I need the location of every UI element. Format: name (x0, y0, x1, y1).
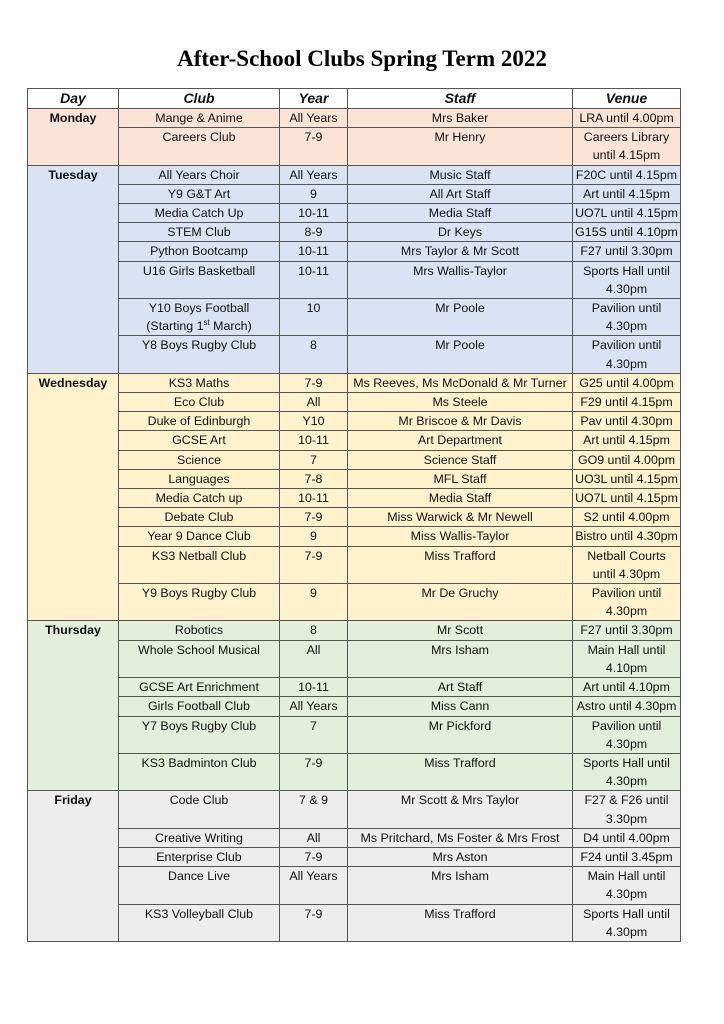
club-cell (119, 847, 280, 866)
table-row (28, 753, 681, 790)
venue-cell: Sports Hall until 4.30pm (573, 261, 681, 298)
venue-cell: Sports Hall until 4.30pm (573, 753, 681, 790)
table-row (28, 393, 681, 412)
club-cell (119, 204, 280, 223)
year-cell: 7-9 (280, 546, 348, 583)
table-row (28, 223, 681, 242)
day-cell: Friday (28, 791, 119, 942)
staff-cell: Media Staff (348, 489, 573, 508)
club-name: Y7 Boys Rugby Club (141, 718, 257, 733)
staff-cell: Media Staff (348, 204, 573, 223)
club-cell (119, 469, 280, 488)
club-note-superscript: st (203, 318, 210, 328)
day-cell: Thursday (28, 621, 119, 791)
year-cell: 8 (280, 621, 348, 640)
club-name: STEM Club (167, 225, 231, 240)
staff-cell: Mrs Baker (348, 109, 573, 128)
venue-cell: UO3L until 4.15pm (573, 469, 681, 488)
venue-cell: F27 until 3.30pm (573, 242, 681, 261)
venue-cell: UO7L until 4.15pm (573, 204, 681, 223)
year-cell: 7-9 (280, 373, 348, 392)
staff-cell: Mr De Gruchy (348, 584, 573, 621)
club-cell (119, 128, 280, 165)
club-name: Whole School Musical (138, 642, 260, 657)
year-cell: 10-11 (280, 242, 348, 261)
year-cell: 7-9 (280, 904, 348, 941)
club-cell (119, 508, 280, 527)
staff-cell: MFL Staff (348, 469, 573, 488)
venue-cell: G25 until 4.00pm (573, 373, 681, 392)
table-row (28, 489, 681, 508)
staff-cell: Miss Cann (348, 697, 573, 716)
staff-cell: Mr Pickford (348, 716, 573, 753)
club-cell (119, 546, 280, 583)
year-cell: Y10 (280, 412, 348, 431)
table-header-row (28, 89, 681, 109)
table-row (28, 546, 681, 583)
staff-cell: Mrs Isham (348, 867, 573, 904)
table-row (28, 336, 681, 373)
table-row (28, 621, 681, 640)
club-cell (119, 223, 280, 242)
staff-cell: Mr Poole (348, 299, 573, 336)
header-club: Club (119, 89, 280, 109)
staff-cell: Mr Henry (348, 128, 573, 165)
venue-cell: Pavilion until 4.30pm (573, 299, 681, 336)
club-name: Duke of Edinburgh (147, 414, 251, 429)
year-cell: All (280, 640, 348, 677)
club-cell (119, 165, 280, 184)
staff-cell: Ms Pritchard, Ms Foster & Mrs Frost (348, 828, 573, 847)
venue-cell: F29 until 4.15pm (573, 393, 681, 412)
year-cell: 7-9 (280, 508, 348, 527)
table-row (28, 678, 681, 697)
venue-cell: Sports Hall until 4.30pm (573, 904, 681, 941)
year-cell: 7-9 (280, 128, 348, 165)
club-name: Code Club (169, 793, 229, 808)
table-row (28, 527, 681, 546)
staff-cell: Miss Trafford (348, 904, 573, 941)
venue-cell: Pavilion until 4.30pm (573, 584, 681, 621)
club-cell (119, 621, 280, 640)
club-cell (119, 431, 280, 450)
staff-cell: Music Staff (348, 165, 573, 184)
venue-cell: F27 & F26 until 3.30pm (573, 791, 681, 828)
club-name: Girls Football Club (148, 699, 250, 714)
year-cell: 7-9 (280, 753, 348, 790)
table-row (28, 469, 681, 488)
staff-cell: Dr Keys (348, 223, 573, 242)
year-cell: 10 (280, 299, 348, 336)
club-name: KS3 Netball Club (151, 548, 247, 563)
table-row (28, 431, 681, 450)
club-cell (119, 373, 280, 392)
staff-cell: Science Staff (348, 450, 573, 469)
year-cell: 10-11 (280, 204, 348, 223)
table-row (28, 242, 681, 261)
club-cell (119, 904, 280, 941)
club-name: Languages (168, 471, 230, 486)
venue-cell: F24 until 3.45pm (573, 847, 681, 866)
header-year: Year (280, 89, 348, 109)
club-name: Y8 Boys Rugby Club (141, 338, 257, 353)
club-cell (119, 393, 280, 412)
header-staff: Staff (348, 89, 573, 109)
staff-cell: Mr Poole (348, 336, 573, 373)
table-row (28, 584, 681, 621)
year-cell: All Years (280, 867, 348, 904)
club-cell (119, 716, 280, 753)
staff-cell: All Art Staff (348, 184, 573, 203)
staff-cell: Mr Scott (348, 621, 573, 640)
venue-cell: G15S until 4.10pm (573, 223, 681, 242)
venue-cell: Main Hall until 4.30pm (573, 867, 681, 904)
staff-cell: Mr Briscoe & Mr Davis (348, 412, 573, 431)
venue-cell: UO7L until 4.15pm (573, 489, 681, 508)
club-name: Media Catch Up (154, 206, 244, 221)
year-cell: 10-11 (280, 678, 348, 697)
day-cell: Wednesday (28, 373, 119, 621)
table-row (28, 716, 681, 753)
club-name: Debate Club (164, 510, 234, 525)
venue-cell: D4 until 4.00pm (573, 828, 681, 847)
staff-cell: Art Department (348, 431, 573, 450)
year-cell: 8-9 (280, 223, 348, 242)
staff-cell: Art Staff (348, 678, 573, 697)
year-cell: 9 (280, 527, 348, 546)
club-name: Year 9 Dance Club (147, 529, 251, 544)
club-cell (119, 584, 280, 621)
table-row (28, 508, 681, 527)
year-cell: All Years (280, 109, 348, 128)
year-cell: 7 (280, 450, 348, 469)
table-row (28, 867, 681, 904)
table-row (28, 847, 681, 866)
club-cell (119, 261, 280, 298)
table-row (28, 828, 681, 847)
header-venue: Venue (573, 89, 681, 109)
club-name: Y9 Boys Rugby Club (141, 586, 257, 601)
staff-cell: Ms Steele (348, 393, 573, 412)
venue-cell: Pavilion until 4.30pm (573, 716, 681, 753)
club-cell (119, 828, 280, 847)
table-row (28, 109, 681, 128)
venue-cell: Art until 4.15pm (573, 184, 681, 203)
club-cell (119, 242, 280, 261)
staff-cell: Miss Wallis-Taylor (348, 527, 573, 546)
club-cell (119, 184, 280, 203)
club-name: Dance Live (168, 869, 230, 884)
staff-cell: Miss Trafford (348, 546, 573, 583)
table-row (28, 165, 681, 184)
year-cell: All Years (280, 165, 348, 184)
club-cell (119, 489, 280, 508)
club-name: GCSE Art Enrichment (139, 680, 259, 695)
venue-cell: Bistro until 4.30pm (573, 527, 681, 546)
club-name: Y10 Boys Football (148, 301, 250, 316)
year-cell: 9 (280, 184, 348, 203)
year-cell: 7 (280, 716, 348, 753)
club-cell (119, 527, 280, 546)
venue-cell: S2 until 4.00pm (573, 508, 681, 527)
venue-cell: Art until 4.15pm (573, 431, 681, 450)
table-row (28, 904, 681, 941)
club-cell (119, 299, 280, 336)
staff-cell: Mrs Isham (348, 640, 573, 677)
venue-cell: Art until 4.10pm (573, 678, 681, 697)
table-row (28, 128, 681, 165)
club-cell (119, 697, 280, 716)
club-name: KS3 Maths (168, 375, 230, 390)
club-name: Careers Club (162, 130, 236, 145)
club-name: GCSE Art (172, 433, 226, 448)
table-row (28, 791, 681, 828)
staff-cell: Miss Warwick & Mr Newell (348, 508, 573, 527)
page-title: After-School Clubs Spring Term 2022 (177, 46, 547, 71)
staff-cell: Mrs Aston (348, 847, 573, 866)
header-day: Day (28, 89, 119, 109)
venue-cell: GO9 until 4.00pm (573, 450, 681, 469)
club-name: Science (176, 452, 222, 467)
club-name: U16 Girls Basketball (142, 263, 256, 278)
table-row (28, 299, 681, 336)
venue-cell: F27 until 3.30pm (573, 621, 681, 640)
club-name: Y9 G&T Art (167, 186, 231, 201)
year-cell: 7-9 (280, 847, 348, 866)
staff-cell: Ms Reeves, Ms McDonald & Mr Turner (348, 373, 573, 392)
table-row (28, 697, 681, 716)
table-row (28, 204, 681, 223)
club-name: KS3 Badminton Club (141, 755, 257, 770)
table-row (28, 450, 681, 469)
club-cell (119, 412, 280, 431)
day-cell: Monday (28, 109, 119, 166)
year-cell: All (280, 393, 348, 412)
club-name: Enterprise Club (156, 849, 242, 864)
table-row (28, 640, 681, 677)
clubs-table-body (28, 109, 681, 942)
table-row (28, 412, 681, 431)
year-cell: 10-11 (280, 261, 348, 298)
venue-cell: Careers Library until 4.15pm (573, 128, 681, 165)
venue-cell: Main Hall until 4.10pm (573, 640, 681, 677)
table-row (28, 261, 681, 298)
venue-cell: Netball Courts until 4.30pm (573, 546, 681, 583)
club-name: Python Bootcamp (150, 244, 248, 259)
venue-cell: LRA until 4.00pm (573, 109, 681, 128)
club-name: All Years Choir (158, 167, 240, 182)
year-cell: All (280, 828, 348, 847)
staff-cell: Miss Trafford (348, 753, 573, 790)
day-cell: Tuesday (28, 165, 119, 373)
staff-cell: Mr Scott & Mrs Taylor (348, 791, 573, 828)
club-name: KS3 Volleyball Club (144, 906, 254, 921)
venue-cell: Pav until 4.30pm (573, 412, 681, 431)
club-cell (119, 791, 280, 828)
table-row (28, 373, 681, 392)
club-name: Creative Writing (155, 830, 243, 845)
club-note-end: March) (209, 319, 252, 334)
club-name: Mange & Anime (155, 111, 243, 125)
year-cell: 10-11 (280, 489, 348, 508)
year-cell: 7 & 9 (280, 791, 348, 828)
venue-cell: F20C until 4.15pm (573, 165, 681, 184)
club-cell (119, 109, 280, 128)
club-cell (119, 640, 280, 677)
year-cell: 7-8 (280, 469, 348, 488)
club-note: (Starting 1 (146, 319, 204, 334)
venue-cell: Pavilion until 4.30pm (573, 336, 681, 373)
year-cell: 9 (280, 584, 348, 621)
venue-cell: Astro until 4.30pm (573, 697, 681, 716)
club-cell (119, 678, 280, 697)
club-name: Eco Club (173, 395, 225, 410)
staff-cell: Mrs Wallis-Taylor (348, 261, 573, 298)
year-cell: All Years (280, 697, 348, 716)
table-row (28, 184, 681, 203)
club-cell (119, 867, 280, 904)
clubs-table (27, 88, 681, 942)
staff-cell: Mrs Taylor & Mr Scott (348, 242, 573, 261)
club-name: Media Catch up (155, 491, 243, 506)
club-cell (119, 450, 280, 469)
club-name: Robotics (174, 623, 224, 638)
club-cell (119, 336, 280, 373)
year-cell: 8 (280, 336, 348, 373)
year-cell: 10-11 (280, 431, 348, 450)
club-cell (119, 753, 280, 790)
